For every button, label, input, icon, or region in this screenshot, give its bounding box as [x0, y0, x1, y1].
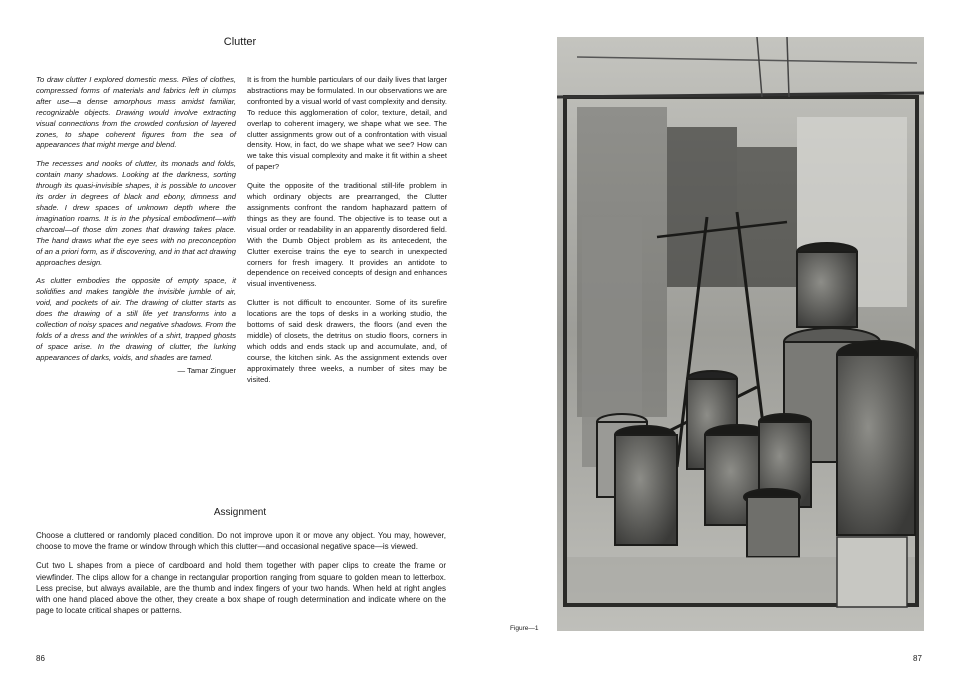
paragraph: Choose a cluttered or randomly placed condition. Do not improve upon it or move any object. You may, however, choose to move the frame or window through which this clutter—and occasional negative space—is viewed.: [36, 531, 446, 552]
author-attribution: — Tamar Zinguer: [177, 365, 236, 375]
paragraph: Cut two L shapes from a piece of cardboard and hold them together with paper clips to create the frame or viewfinder. The clips allow for a change in rectangular proportion ranging from square to golden mean to letterbox. Less precise, but always available, are the thumb and index fingers of your two hands. When held at right angles with one hand placed above the other, they create a box shape of rough determination and indicate where on the page to locate critical shapes or patterns.: [36, 561, 446, 616]
assignment-heading: Assignment: [213, 507, 267, 518]
paragraph: The recesses and nooks of clutter, its monads and folds, contain many shadows. Looking at the darkness, sorting through its quasi-invisible shapes, it is possible to uncover its order in degrees of black and ebony, dimness and shade. I drew spaces of unknown depth where the imagination roams. It is in the physical embodiment—with charcoal—of those dim zones that drawing takes place. The hand draws what the eye sees with no preconception of an a priori form, as if discovering, and in that act drawing approaches design.: [36, 159, 236, 267]
paragraph: Quite the opposite of the traditional still-life problem in which ordinary objects are prearranged, the Clutter assignments confront the random haphazard pattern of things as they are found. The objective is to tease out a visual order or readability in an apparently disordered field. With the Dumb Object problem as its antecedent, the Clutter exercise trains the eye to search in unexpected corners for fresh imagery. It provides an antidote to dependence on received concepts of design and enhances visual inventiveness.: [247, 181, 447, 289]
paragraph: It is from the humble particulars of our daily lives that larger abstractions may be formulated. In our observations we are confronted by a visual world of vast complexity and density. To reduce this agglomeration of color, texture, detail, and overlap to coherent imagery, we shape what we see. The clutter assignments grow out of a confrontation with visual density. How, in fact, do we shape what we see? How can we take this visual complexity and make it fit within a sheet of paper?: [247, 75, 447, 172]
charcoal-clutter-drawing: [557, 37, 924, 631]
page-title: Clutter: [223, 36, 257, 48]
figure-caption: Figure—1: [510, 625, 539, 632]
assignment-text: [36, 530, 446, 624]
page-number-right: 87: [913, 654, 922, 663]
right-text-column: [247, 75, 447, 393]
left-text-column: [36, 75, 236, 377]
page-number-left: 86: [36, 654, 45, 663]
paragraph: As clutter embodies the opposite of empty space, it solidifies and makes tangible the invisible jumble of air, void, and pockets of air. The drawing of clutter starts as does the drawing of a still life yet transforms into a collection of noisy spaces and negative shadows. From the folds of a dress and the wrinkles of a shirt, trapped ghosts of space arise. In the drawing of clutter, the lurking appearances of darks, voids, and shades are tamed.: [36, 276, 236, 362]
paragraph: To draw clutter I explored domestic mess. Piles of clothes, compressed forms of materials and fabrics left in clumps after use—a dense amorphous mass amidst familiar, recognizable objects. Drawing would involve extracting visual connections from the crowded confusion of layered zones, to shape coherent figures from the sea of appearances that might merge and blend.: [36, 75, 236, 150]
paragraph: Clutter is not difficult to encounter. Some of its surefire locations are the tops of desks in a working studio, the bottoms of said desk drawers, the floors (and even the middle) of closets, the detritus on studio floors, corners in which odds and ends stack up and accumulate, and, of course, the kitchen sink. As the assignment extends over approximately three weeks, a number of sites may be visited.: [247, 298, 447, 384]
